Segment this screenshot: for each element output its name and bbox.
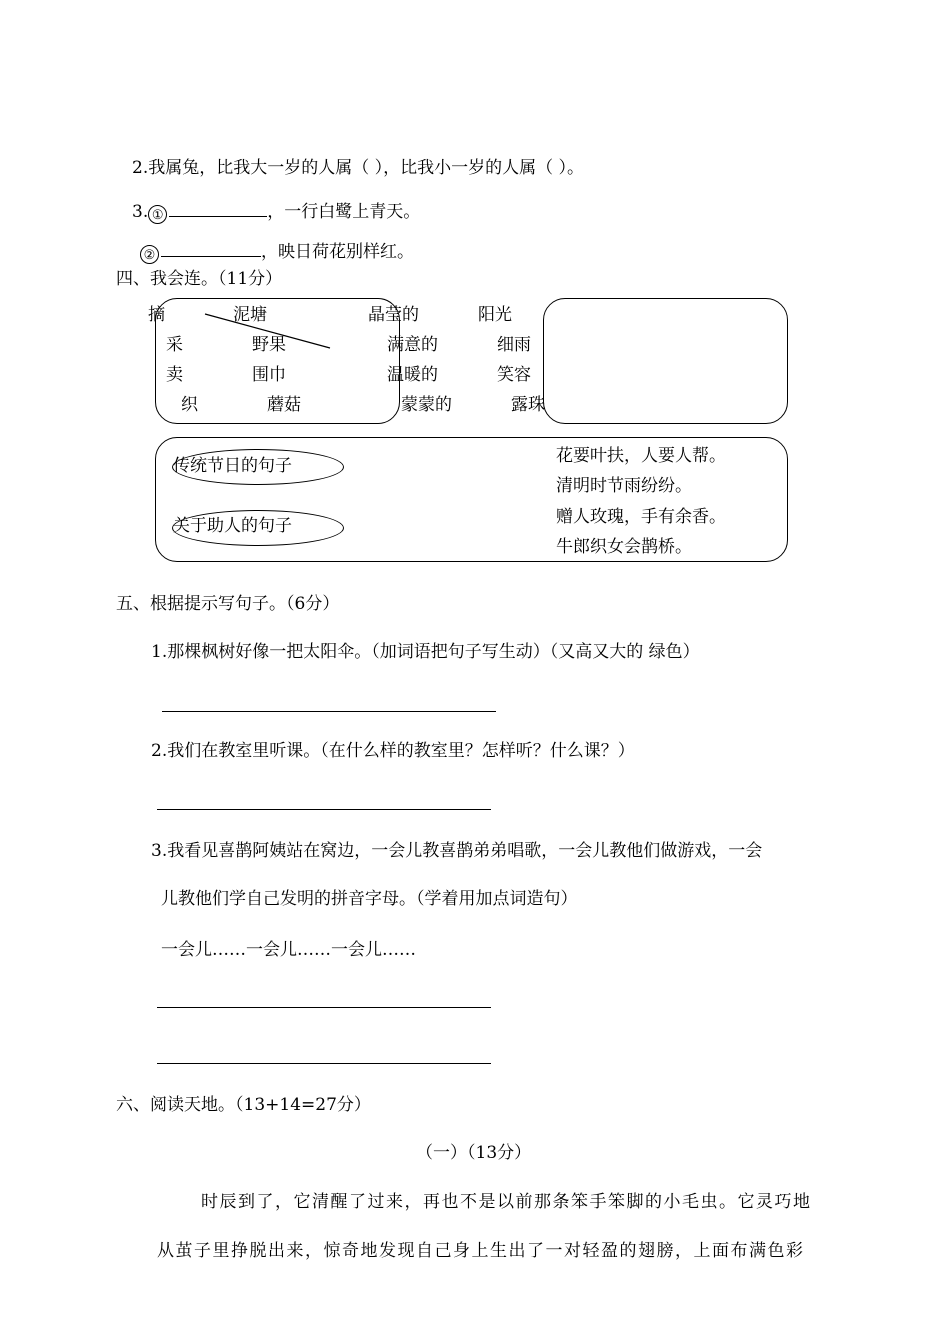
noun2-3[interactable]: 笑容 (497, 365, 531, 385)
answer-line-5-3b[interactable] (157, 1063, 491, 1064)
question-5-3-line2: 儿教他们学自己发明的拼音字母。（学着用加点词造句） (161, 889, 578, 909)
verb-2[interactable]: 采 (166, 335, 183, 355)
adjective-1[interactable]: 晶莹的 (368, 305, 419, 325)
adjective-4[interactable]: 蒙蒙的 (401, 395, 452, 415)
noun-3[interactable]: 围巾 (252, 365, 286, 385)
category-helping[interactable]: 关于助人的句子 (173, 516, 292, 536)
sentence-2[interactable]: 清明时节雨纷纷。 (556, 476, 692, 496)
sentence-4[interactable]: 牛郎织女会鹊桥。 (556, 537, 692, 557)
sentence-pattern: 一会儿……一会儿……一会儿…… (161, 940, 416, 960)
sentence-3[interactable]: 赠人玫瑰，手有余香。 (556, 507, 726, 527)
question-5-2: 2.我们在教室里听课。（在什么样的教室里？怎样听？什么课？） (151, 741, 635, 761)
circled-number-2: ② (140, 245, 159, 264)
answer-line-5-2[interactable] (157, 809, 491, 810)
noun-2[interactable]: 野果 (252, 335, 286, 355)
question-5-3-line1: 3.我看见喜鹊阿姨站在窝边，一会儿教喜鹊弟弟唱歌，一会儿教他们做游戏，一会 (151, 841, 763, 861)
answer-line-5-1[interactable] (162, 711, 496, 712)
noun2-2[interactable]: 细雨 (497, 335, 531, 355)
verb-4[interactable]: 织 (181, 395, 198, 415)
question-5-1: 1.那棵枫树好像一把太阳伞。（加词语把句子写生动）（又高又大的 绿色） (151, 642, 700, 662)
verb-1[interactable]: 摘 (148, 305, 165, 325)
passage-line-2: 从茧子里挣脱出来，惊奇地发现自己身上生出了一对轻盈的翅膀，上面布满色彩 (157, 1241, 805, 1261)
noun2-1[interactable]: 阳光 (478, 305, 512, 325)
answer-line-5-3a[interactable] (157, 1007, 491, 1008)
adjective-2[interactable]: 满意的 (387, 335, 438, 355)
passage-line-1: 时辰到了，它清醒了过来，再也不是以前那条笨手笨脚的小毛虫。它灵巧地 (201, 1192, 812, 1212)
adjective-3[interactable]: 温暖的 (387, 365, 438, 385)
question-3-2: 2.我属兔，比我大一岁的人属（ ），比我小一岁的人属（ ）。 (132, 158, 585, 178)
circled-number-1: ① (148, 205, 167, 224)
category-festival[interactable]: 传统节日的句子 (173, 456, 292, 476)
question-number: 3. (132, 202, 149, 222)
noun-4[interactable]: 蘑菇 (267, 395, 301, 415)
section-4-heading: 四、我会连。（11分） (116, 269, 283, 289)
poem-line-1: ，一行白鹭上青天。 (267, 202, 421, 222)
poem-line-2: ，映日荷花别样红。 (261, 242, 414, 262)
noun2-4[interactable]: 露珠 (511, 395, 545, 415)
section-5-heading: 五、根据提示写句子。（6分） (116, 594, 340, 614)
noun-1[interactable]: 泥塘 (233, 305, 267, 325)
sentence-1[interactable]: 花要叶扶，人要人帮。 (556, 446, 726, 466)
verb-3[interactable]: 卖 (166, 365, 183, 385)
reading-1-heading: （一）（13分） (416, 1143, 532, 1163)
section-6-heading: 六、阅读天地。（13+14=27分） (116, 1095, 371, 1115)
